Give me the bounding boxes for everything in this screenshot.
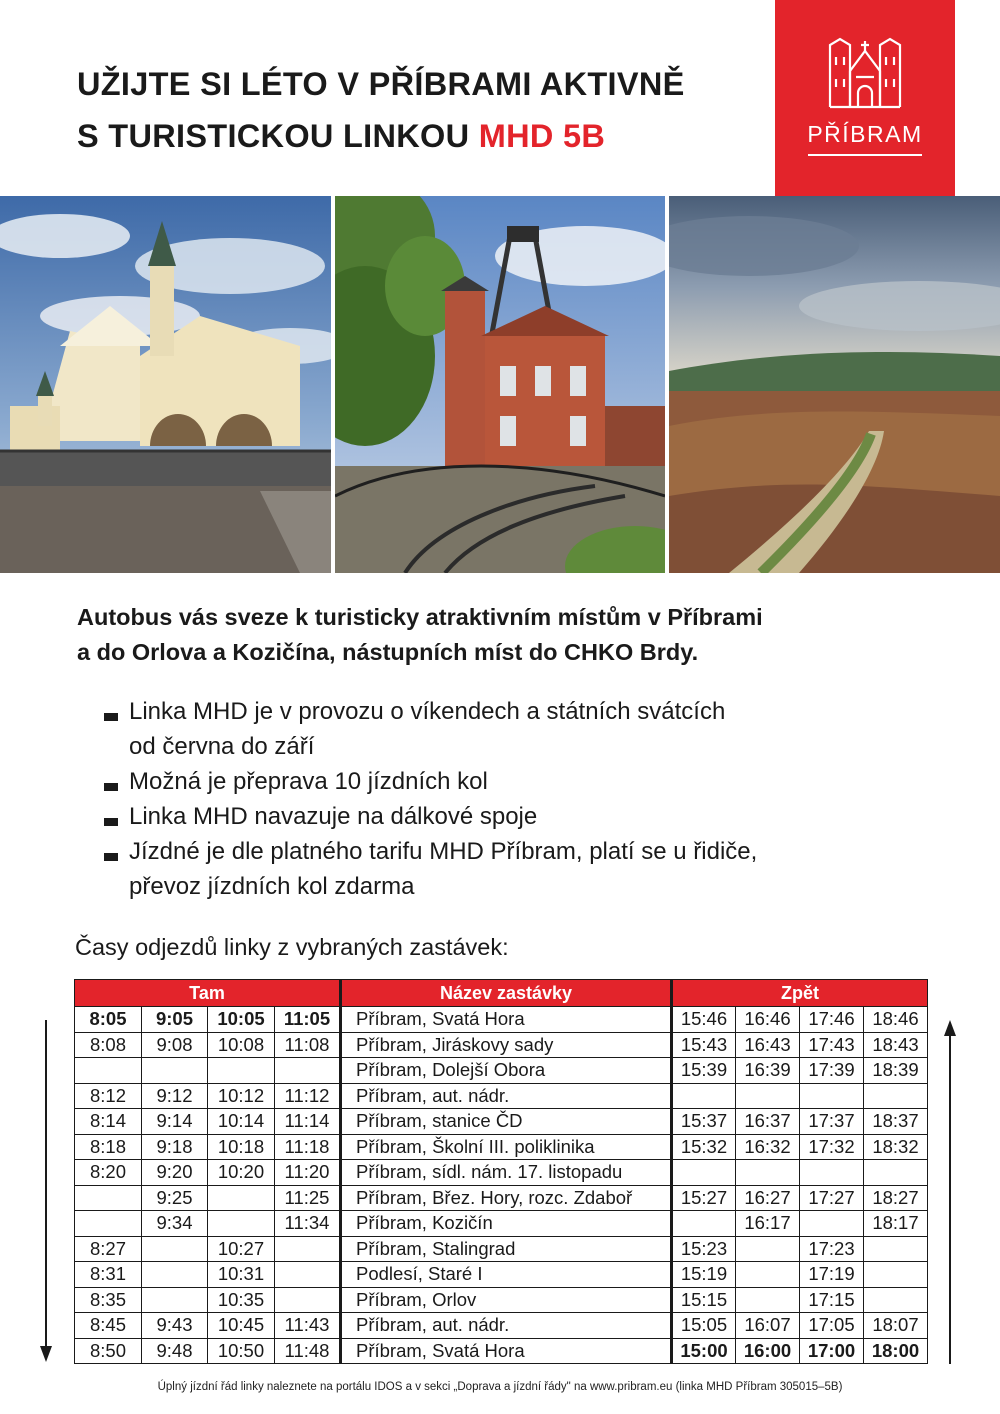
departure-zpet: 17:05	[800, 1313, 864, 1339]
departure-zpet: 16:46	[736, 1007, 800, 1033]
stop-name: Příbram, Kozičín	[341, 1211, 672, 1237]
departure-zpet: 16:37	[736, 1109, 800, 1135]
departure-zpet: 16:07	[736, 1313, 800, 1339]
departure-tam: 8:18	[75, 1134, 142, 1160]
table-row	[75, 1338, 928, 1364]
list-item-text: Linka MHD navazuje na dálkové spoje	[129, 803, 538, 830]
departure-zpet: 15:32	[672, 1134, 736, 1160]
departure-zpet: 15:27	[672, 1185, 736, 1211]
title-line-2-prefix: S TURISTICKOU LINKOU	[77, 118, 479, 154]
departure-tam: 8:05	[75, 1007, 142, 1033]
departure-tam: 11:34	[275, 1211, 341, 1237]
departure-tam: 11:14	[275, 1109, 341, 1135]
title-line-2	[77, 110, 685, 162]
departure-zpet	[672, 1083, 736, 1109]
departure-tam	[275, 1287, 341, 1313]
city-logo	[775, 0, 955, 196]
stop-name: Příbram, Školní III. poliklinika	[341, 1134, 672, 1160]
table-row	[75, 1032, 928, 1058]
timetable-header-row	[75, 980, 928, 1007]
departure-tam: 10:12	[208, 1083, 275, 1109]
photo-svata-hora	[0, 196, 331, 573]
departure-zpet: 17:46	[800, 1007, 864, 1033]
departure-zpet: 17:19	[800, 1262, 864, 1288]
departure-tam	[142, 1262, 208, 1288]
table-row	[75, 1313, 928, 1339]
departure-zpet: 18:46	[864, 1007, 928, 1033]
departure-tam	[142, 1236, 208, 1262]
departure-tam: 9:20	[142, 1160, 208, 1186]
list-item-text: Linka MHD je v provozu o víkendech a státních svátcích	[129, 698, 726, 725]
departure-tam: 10:45	[208, 1313, 275, 1339]
departure-zpet	[736, 1236, 800, 1262]
departure-tam: 9:43	[142, 1313, 208, 1339]
list-item	[104, 694, 757, 764]
church-castle-icon	[828, 37, 902, 109]
intro-line-1: Autobus vás sveze k turisticky atraktivním místům v Příbrami	[77, 604, 763, 630]
departure-tam: 10:08	[208, 1032, 275, 1058]
stop-name: Příbram, stanice ČD	[341, 1109, 672, 1135]
departure-zpet	[672, 1160, 736, 1186]
departure-tam: 9:14	[142, 1109, 208, 1135]
stop-name: Příbram, Orlov	[341, 1287, 672, 1313]
departure-zpet	[736, 1083, 800, 1109]
departure-tam	[275, 1262, 341, 1288]
departure-tam: 8:27	[75, 1236, 142, 1262]
header-zpet: Zpět	[672, 980, 928, 1007]
departure-tam: 8:35	[75, 1287, 142, 1313]
departure-zpet: 18:37	[864, 1109, 928, 1135]
table-row	[75, 1007, 928, 1033]
list-item	[104, 799, 757, 834]
departure-zpet: 15:05	[672, 1313, 736, 1339]
departure-tam	[275, 1058, 341, 1084]
list-item	[104, 764, 757, 799]
departure-tam: 9:25	[142, 1185, 208, 1211]
stop-name: Příbram, Jiráskovy sady	[341, 1032, 672, 1058]
stop-name: Příbram, Svatá Hora	[341, 1338, 672, 1364]
departure-zpet: 16:27	[736, 1185, 800, 1211]
photo-mine-tower	[335, 196, 665, 573]
stop-name: Příbram, Dolejší Obora	[341, 1058, 672, 1084]
departure-zpet: 15:23	[672, 1236, 736, 1262]
departure-tam: 8:31	[75, 1262, 142, 1288]
timetable-caption: Časy odjezdů linky z vybraných zastávek:	[75, 934, 509, 960]
table-row	[75, 1083, 928, 1109]
departure-zpet: 17:23	[800, 1236, 864, 1262]
departure-tam: 10:20	[208, 1160, 275, 1186]
departure-tam: 9:12	[142, 1083, 208, 1109]
table-row	[75, 1262, 928, 1288]
departure-zpet: 15:46	[672, 1007, 736, 1033]
departure-zpet	[736, 1160, 800, 1186]
departure-tam: 9:34	[142, 1211, 208, 1237]
title-line-1: UŽIJTE SI LÉTO V PŘÍBRAMI AKTIVNĚ	[77, 66, 685, 102]
table-row	[75, 1160, 928, 1186]
departure-zpet: 17:39	[800, 1058, 864, 1084]
photo-brdy-landscape	[669, 196, 1000, 573]
departure-tam: 9:48	[142, 1338, 208, 1364]
stop-name: Příbram, aut. nádr.	[341, 1313, 672, 1339]
departure-tam	[275, 1236, 341, 1262]
departure-tam	[208, 1058, 275, 1084]
departure-zpet: 18:39	[864, 1058, 928, 1084]
departure-tam: 11:20	[275, 1160, 341, 1186]
departure-tam: 8:50	[75, 1338, 142, 1364]
stop-name: Příbram, Svatá Hora	[341, 1007, 672, 1033]
stop-name: Příbram, Břez. Hory, rozc. Zdaboř	[341, 1185, 672, 1211]
departure-zpet: 16:17	[736, 1211, 800, 1237]
departure-zpet: 17:15	[800, 1287, 864, 1313]
departure-tam: 11:12	[275, 1083, 341, 1109]
page-title	[77, 58, 685, 162]
departure-tam: 11:48	[275, 1338, 341, 1364]
feature-list	[104, 694, 757, 904]
departure-tam: 8:14	[75, 1109, 142, 1135]
table-row	[75, 1134, 928, 1160]
departure-tam: 9:05	[142, 1007, 208, 1033]
header-tam: Tam	[75, 980, 341, 1007]
departure-tam: 10:27	[208, 1236, 275, 1262]
departure-tam	[142, 1287, 208, 1313]
departure-tam: 10:05	[208, 1007, 275, 1033]
departure-zpet: 18:07	[864, 1313, 928, 1339]
arrow-down-icon	[38, 1020, 54, 1364]
departure-zpet: 17:32	[800, 1134, 864, 1160]
intro-text	[77, 600, 763, 670]
departure-zpet: 18:27	[864, 1185, 928, 1211]
departure-tam: 11:08	[275, 1032, 341, 1058]
departure-zpet: 15:00	[672, 1338, 736, 1364]
departure-zpet: 17:43	[800, 1032, 864, 1058]
timetable	[74, 979, 928, 1364]
list-item-text-cont: převoz jízdních kol zdarma	[129, 873, 415, 900]
departure-zpet: 16:39	[736, 1058, 800, 1084]
departure-zpet: 16:43	[736, 1032, 800, 1058]
departure-tam: 10:35	[208, 1287, 275, 1313]
departure-zpet: 15:15	[672, 1287, 736, 1313]
departure-tam: 8:45	[75, 1313, 142, 1339]
departure-tam: 10:50	[208, 1338, 275, 1364]
departure-zpet	[800, 1211, 864, 1237]
header-stop: Název zastávky	[341, 980, 672, 1007]
departure-zpet: 16:32	[736, 1134, 800, 1160]
table-row	[75, 1236, 928, 1262]
bullet-square-icon	[104, 783, 118, 791]
departure-zpet	[864, 1160, 928, 1186]
departure-zpet	[864, 1083, 928, 1109]
departure-tam: 8:08	[75, 1032, 142, 1058]
departure-zpet: 15:37	[672, 1109, 736, 1135]
departure-tam: 10:14	[208, 1109, 275, 1135]
stop-name: Příbram, Stalingrad	[341, 1236, 672, 1262]
departure-tam	[142, 1058, 208, 1084]
departure-tam: 11:18	[275, 1134, 341, 1160]
departure-zpet: 17:27	[800, 1185, 864, 1211]
stop-name: Podlesí, Staré I	[341, 1262, 672, 1288]
departure-tam: 8:20	[75, 1160, 142, 1186]
bullet-square-icon	[104, 853, 118, 861]
departure-tam	[75, 1058, 142, 1084]
departure-tam: 10:31	[208, 1262, 275, 1288]
departure-zpet	[800, 1083, 864, 1109]
departure-zpet	[864, 1236, 928, 1262]
departure-zpet: 15:19	[672, 1262, 736, 1288]
list-item-text: Možná je přeprava 10 jízdních kol	[129, 768, 488, 795]
departure-zpet: 18:17	[864, 1211, 928, 1237]
table-row	[75, 1058, 928, 1084]
list-item-text: Jízdné je dle platného tarifu MHD Příbram, platí se u řidiče,	[129, 838, 758, 865]
title-highlight: MHD 5B	[478, 118, 606, 154]
departure-tam	[75, 1211, 142, 1237]
departure-zpet: 17:37	[800, 1109, 864, 1135]
departure-tam: 10:18	[208, 1134, 275, 1160]
departure-tam	[208, 1211, 275, 1237]
footnote: Úplný jízdní řád linky naleznete na portálu IDOS a v sekci „Doprava a jízdní řády" na www.pribram.eu (linka MHD Příbram 305015–5B)	[157, 1381, 843, 1393]
departure-tam: 8:12	[75, 1083, 142, 1109]
departure-zpet	[864, 1262, 928, 1288]
table-row	[75, 1211, 928, 1237]
departure-zpet: 18:32	[864, 1134, 928, 1160]
logo-name: PŘÍBRAM	[807, 121, 923, 147]
bullet-square-icon	[104, 818, 118, 826]
stop-name: Příbram, aut. nádr.	[341, 1083, 672, 1109]
table-row	[75, 1185, 928, 1211]
arrow-up-icon	[942, 1018, 958, 1364]
intro-line-2: a do Orlova a Kozičína, nástupních míst do CHKO Brdy.	[77, 639, 699, 665]
departure-zpet: 15:39	[672, 1058, 736, 1084]
departure-zpet: 17:00	[800, 1338, 864, 1364]
departure-zpet: 18:43	[864, 1032, 928, 1058]
list-item	[104, 834, 757, 904]
bullet-square-icon	[104, 713, 118, 721]
departure-zpet	[800, 1160, 864, 1186]
departure-tam: 9:08	[142, 1032, 208, 1058]
departure-tam: 11:05	[275, 1007, 341, 1033]
departure-zpet: 15:43	[672, 1032, 736, 1058]
departure-tam	[75, 1185, 142, 1211]
list-item-text-cont: od června do září	[129, 733, 315, 760]
departure-zpet	[736, 1262, 800, 1288]
departure-zpet	[736, 1287, 800, 1313]
table-row	[75, 1287, 928, 1313]
departure-tam	[208, 1185, 275, 1211]
departure-tam: 11:43	[275, 1313, 341, 1339]
departure-zpet	[672, 1211, 736, 1237]
table-row	[75, 1109, 928, 1135]
stop-name: Příbram, sídl. nám. 17. listopadu	[341, 1160, 672, 1186]
departure-zpet: 16:00	[736, 1338, 800, 1364]
logo-underline	[808, 154, 922, 156]
departure-zpet: 18:00	[864, 1338, 928, 1364]
departure-tam: 9:18	[142, 1134, 208, 1160]
departure-tam: 11:25	[275, 1185, 341, 1211]
departure-zpet	[864, 1287, 928, 1313]
